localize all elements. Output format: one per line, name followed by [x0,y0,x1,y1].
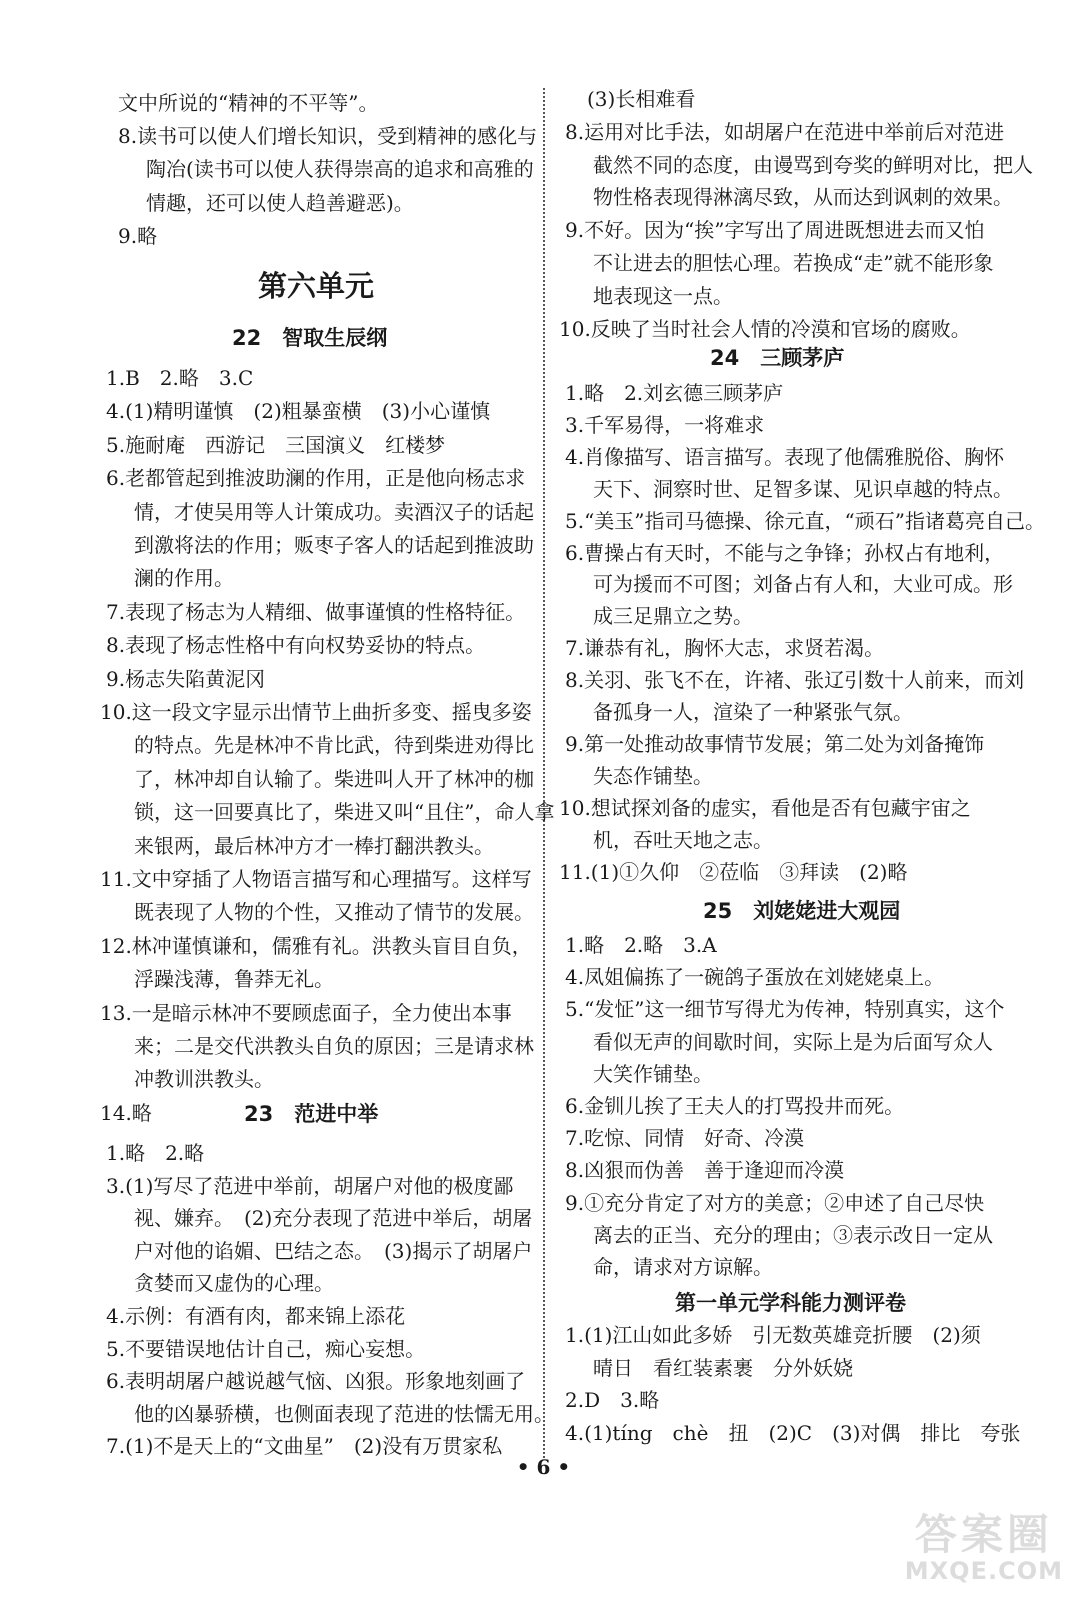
answer-line: 9.杨志失陷黄泥冈 [106,667,266,691]
answer-line: 可为援而不可图；刘备占有人和，大业可成。形 [593,572,1013,596]
answer-line: 情趣，还可以使人趋善避恶)。 [146,191,414,215]
answer-line: 8.关羽、张飞不在，许褚、张辽引数十人前来，而刘 [565,668,1025,692]
answer-line: 4.凤姐偏拣了一碗鸽子蛋放在刘姥姥桌上。 [565,965,945,989]
answer-line: 陶冶(读书可以使人获得崇高的追求和高雅的 [146,157,534,181]
answer-line: 备孤身一人，渲染了一种紧张气氛。 [593,700,913,724]
answer-line: 澜的作用。 [134,566,234,590]
section-heading-24: 24 三顾茅庐 [710,346,845,370]
answer-line: 1.略 2.刘玄德三顾茅庐 [565,381,784,405]
answer-line: 11.文中穿插了人物语言描写和心理描写。这样写 [100,867,532,891]
answer-line: 户对他的谄媚、巴结之态。 (3)揭示了胡屠户 [134,1239,533,1263]
answer-line: 天下、洞察时世、足智多谋、见识卓越的特点。 [593,477,1013,501]
answer-line: 贪婪而又虚伪的心理。 [134,1271,334,1295]
answer-line: 10.想试探刘备的虚实，看他是否有包藏宇宙之 [559,796,971,820]
answer-line: 5.施耐庵 西游记 三国演义 红楼梦 [106,433,446,457]
answer-line: 4.(1)精明谨慎 (2)粗暴蛮横 (3)小心谨慎 [106,399,491,423]
answer-line: 5.“发怔”这一细节写得尤为传神，特别真实，这个 [565,997,1005,1021]
answer-line: 截然不同的态度，由谩骂到夸奖的鲜明对比，把人 [593,153,1033,177]
answer-line: 6.老都管起到推波助澜的作用，正是他向杨志求 [106,466,526,490]
answer-line: 浮躁浅薄，鲁莽无礼。 [134,967,334,991]
answer-line: 锁，这一回要真比了，柴进又叫“且住”，命人拿 [134,800,555,824]
answer-line: 1.(1)江山如此多娇 引无数英雄竞折腰 (2)须 [565,1323,981,1347]
watermark-url: MXQE.COM [904,1557,1063,1585]
answer-line: 的特点。先是林冲不肯比武，待到柴进劝得比 [134,733,534,757]
answer-line: 不让进去的胆怯心理。若换成“走”就不能形象 [593,251,994,275]
answer-line: 离去的正当、充分的理由；③表示改日一定从 [593,1223,993,1247]
answer-line: 情，才使吴用等人计策成功。卖酒汉子的话起 [134,500,534,524]
answer-line: 看似无声的间歇时间，实际上是为后面写众人 [593,1030,993,1054]
answer-line: 9.略 [118,224,158,248]
answer-line: 12.林冲谨慎谦和，儒雅有礼。洪教头盲目自负， [100,934,532,958]
section-heading-23: 23 范进中举 [244,1102,379,1126]
page-number: • 6 • [516,1455,571,1479]
section-heading-25: 25 刘姥姥进大观园 [703,899,901,923]
answer-line: 来；二是交代洪教头自负的原因；三是请求林 [134,1034,534,1058]
answer-line: 1.略 2.略 [106,1141,205,1165]
answer-line: 来银两，最后林冲方才一棒打翻洪教头。 [134,834,494,858]
answer-line: 物性格表现得淋漓尽致，从而达到讽刺的效果。 [593,185,1013,209]
answer-line: 晴日 看红装素裹 分外妖娆 [593,1356,853,1380]
answer-line: 3.千军易得，一将难求 [565,413,765,437]
answer-line: 10.这一段文字显示出情节上曲折多变、摇曳多姿 [100,700,532,724]
watermark-text: 答案圈 [914,1510,1053,1559]
answer-line: 9.第一处推动故事情节发展；第二处为刘备掩饰 [565,732,985,756]
unit-title: 第六单元 [258,269,375,303]
answer-line: 6.金钏儿挨了王夫人的打骂投井而死。 [565,1094,905,1118]
answer-line: 文中所说的“精神的不平等”。 [118,91,379,115]
answer-line: 大笑作铺垫。 [593,1062,713,1086]
answer-line: 地表现这一点。 [593,284,733,308]
answer-line: 视、嫌弃。 (2)充分表现了范进中举后，胡屠 [134,1206,533,1230]
answer-line: 成三足鼎立之势。 [593,604,753,628]
answer-line: 了，林冲却自认输了。柴进叫人开了林冲的枷 [134,767,534,791]
answer-line: 机，吞吐天地之志。 [593,828,773,852]
answer-line: (3)长相难看 [587,87,696,111]
answer-line: 10.反映了当时社会人情的冷漠和官场的腐败。 [559,317,971,341]
answer-line: 失态作铺垫。 [593,764,713,788]
answer-line: 7.表现了杨志为人精细、做事谨慎的性格特征。 [106,600,526,624]
answer-line: 9.不好。因为“挨”字写出了周进既想进去而又怕 [565,218,985,242]
answer-line: 4.肖像描写、语言描写。表现了他儒雅脱俗、胸怀 [565,445,1005,469]
answer-line: 5.“美玉”指司马德操、徐元直，“顽石”指诸葛亮自己。 [565,509,1045,533]
answer-line: 9.①充分肯定了对方的美意；②申述了自己尽快 [565,1191,985,1215]
answer-line: 6.表明胡屠户越说越气恼、凶狠。形象地刻画了 [106,1369,526,1393]
answer-line: 冲教训洪教头。 [134,1067,274,1091]
answer-line: 他的凶暴骄横，也侧面表现了范进的怯懦无用。 [134,1402,554,1426]
answer-line: 命，请求对方谅解。 [593,1255,773,1279]
answer-line: 1.略 2.略 3.A [565,933,717,957]
section-heading-22: 22 智取生辰纲 [232,326,388,350]
answer-line: 13.一是暗示林冲不要顾虑面子，全力使出本事 [100,1001,512,1025]
answer-line: 8.运用对比手法，如胡屠户在范进中举前后对范进 [565,120,1005,144]
answer-line: 6.曹操占有天时，不能与之争锋；孙权占有地利， [565,541,1005,565]
answer-line: 2.D 3.略 [565,1388,660,1412]
answer-line: 既表现了人物的个性，又推动了情节的发展。 [134,900,534,924]
answer-line: 3.(1)写尽了范进中举前，胡屠户对他的极度鄙 [106,1174,514,1198]
column-divider [543,88,545,1458]
answer-line: 8.凶狠而伪善 善于逢迎而冷漠 [565,1158,845,1182]
test-paper-heading: 第一单元学科能力测评卷 [675,1291,906,1315]
watermark-logo [905,1512,1063,1584]
answer-line: 14.略 [100,1101,152,1125]
answer-line: 到激将法的作用；贩枣子客人的话起到推波助 [134,533,534,557]
answer-line: 8.读书可以使人们增长知识，受到精神的感化与 [118,124,538,148]
answer-line: 11.(1)①久仰 ②莅临 ③拜读 (2)略 [559,860,908,884]
answer-line: 4.示例：有酒有肉，都来锦上添花 [106,1304,406,1328]
answer-line: 7.吃惊、同情 好奇、冷漠 [565,1126,805,1150]
answer-line: 1.B 2.略 3.C [106,366,254,390]
answer-line: 7.(1)不是天上的“文曲星” (2)没有万贯家私 [106,1434,503,1458]
answer-line: 7.谦恭有礼，胸怀大志，求贤若渴。 [565,636,885,660]
answer-line: 8.表现了杨志性格中有向权势妥协的特点。 [106,633,486,657]
answer-line: 5.不要错误地估计自己，痴心妄想。 [106,1337,426,1361]
answer-line: 4.(1)tíng chè 扭 (2)C (3)对偶 排比 夸张 [565,1421,1021,1445]
